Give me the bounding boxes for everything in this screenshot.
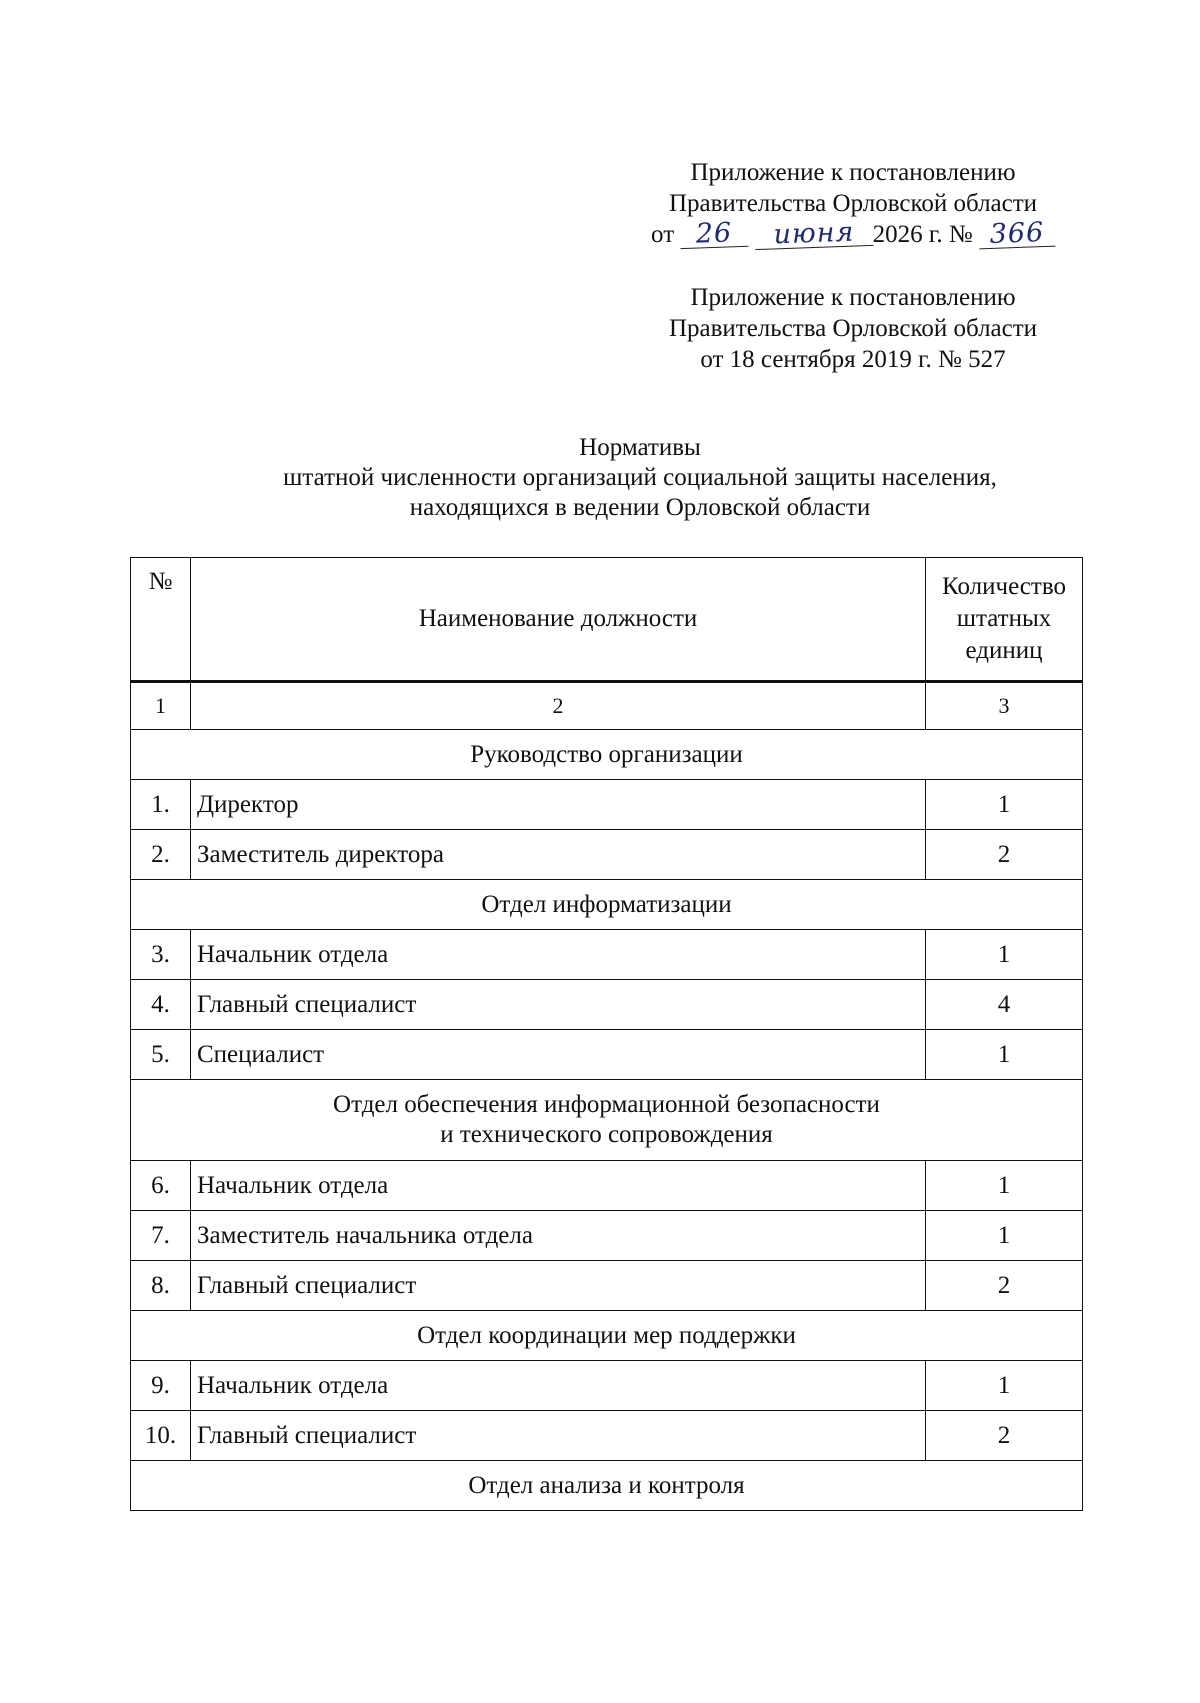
handwritten-number: 366 [979,220,1056,250]
row-number: 2. [131,830,191,880]
appendix-amendment-block [643,157,1063,250]
appendix-new-date-line [643,216,1063,251]
table-row [131,830,1083,880]
handwritten-day: 26 [680,220,749,249]
section-title-line1: Руководство организации [470,740,743,768]
handwritten-month: июня [754,219,873,250]
table-row [131,1361,1083,1411]
appendix-original-block [643,282,1063,375]
table-row [131,930,1083,980]
position-name: Специалист [191,1030,926,1080]
section-title-line1: Отдел координации мер поддержки [417,1321,796,1349]
staff-units: 1 [926,1361,1083,1411]
title-line2: штатной численности организаций социальной защиты населения, [283,464,997,491]
table-header-row [131,558,1083,682]
section-header-row [131,1461,1083,1511]
staff-units: 1 [926,1030,1083,1080]
position-name: Главный специалист [191,1411,926,1461]
column-number: 1 [131,682,191,730]
title-line1: Нормативы [579,434,701,461]
row-number: 10. [131,1411,191,1461]
section-header-row [131,880,1083,930]
year-and-number-label: 2026 г. № [872,221,973,248]
row-number: 1. [131,780,191,830]
position-name: Директор [191,780,926,830]
appendix-old-line1: Приложение к постановлению [690,284,1016,311]
section-title-line1: Отдел информатизации [481,890,732,918]
section-title [131,730,1083,780]
row-number: 4. [131,980,191,1030]
position-name: Начальник отдела [191,1361,926,1411]
section-title-line1: Отдел обеспечения информационной безопасности [333,1091,880,1118]
row-number: 8. [131,1261,191,1311]
staff-units: 2 [926,1411,1083,1461]
staff-units: 1 [926,780,1083,830]
column-number: 2 [191,682,926,730]
header-position-name: Наименование должности [191,558,926,682]
appendix-old-line2: Правительства Орловской области [668,315,1038,342]
table-row [131,1411,1083,1461]
header-qty-line2: штатных [956,605,1052,632]
position-name: Заместитель начальника отдела [191,1211,926,1261]
staff-units: 1 [926,1161,1083,1211]
section-title [131,880,1083,930]
date-prefix: от [651,221,675,248]
section-header-row [131,1080,1083,1161]
section-header-row [131,730,1083,780]
position-name: Заместитель директора [191,830,926,880]
staff-units: 2 [926,1261,1083,1311]
row-number: 5. [131,1030,191,1080]
appendix-new-line2: Правительства Орловской области [668,190,1038,217]
section-title [131,1080,1083,1161]
header-number: № [131,558,191,682]
staff-units: 2 [926,830,1083,880]
position-name: Главный специалист [191,1261,926,1311]
appendix-old-line3: от 18 сентября 2019 г. № 527 [700,346,1006,373]
column-number: 3 [926,682,1083,730]
row-number: 3. [131,930,191,980]
column-number-row [131,682,1083,730]
row-number: 7. [131,1211,191,1261]
section-title-line1: Отдел анализа и контроля [468,1471,745,1499]
section-title [131,1461,1083,1511]
row-number: 9. [131,1361,191,1411]
header-qty-line1: Количество [942,573,1066,600]
header-qty-line3: единиц [965,637,1043,664]
title-line3: находящихся в ведении Орловской области [409,494,871,521]
header-staff-units [926,558,1083,682]
staff-norms-table [130,557,1083,1511]
staff-units: 1 [926,1211,1083,1261]
position-name: Начальник отдела [191,930,926,980]
row-number: 6. [131,1161,191,1211]
table-row [131,1211,1083,1261]
section-title [131,1311,1083,1361]
position-name: Главный специалист [191,980,926,1030]
table-row [131,1030,1083,1080]
section-header-row [131,1311,1083,1361]
table-row [131,780,1083,830]
appendix-new-line1: Приложение к постановлению [690,159,1016,186]
staff-units: 4 [926,980,1083,1030]
position-name: Начальник отдела [191,1161,926,1211]
table-row [131,980,1083,1030]
document-title [190,433,1090,523]
staff-units: 1 [926,930,1083,980]
section-title-line2: и технического сопровождения [440,1121,773,1148]
table-row [131,1261,1083,1311]
table-row [131,1161,1083,1211]
